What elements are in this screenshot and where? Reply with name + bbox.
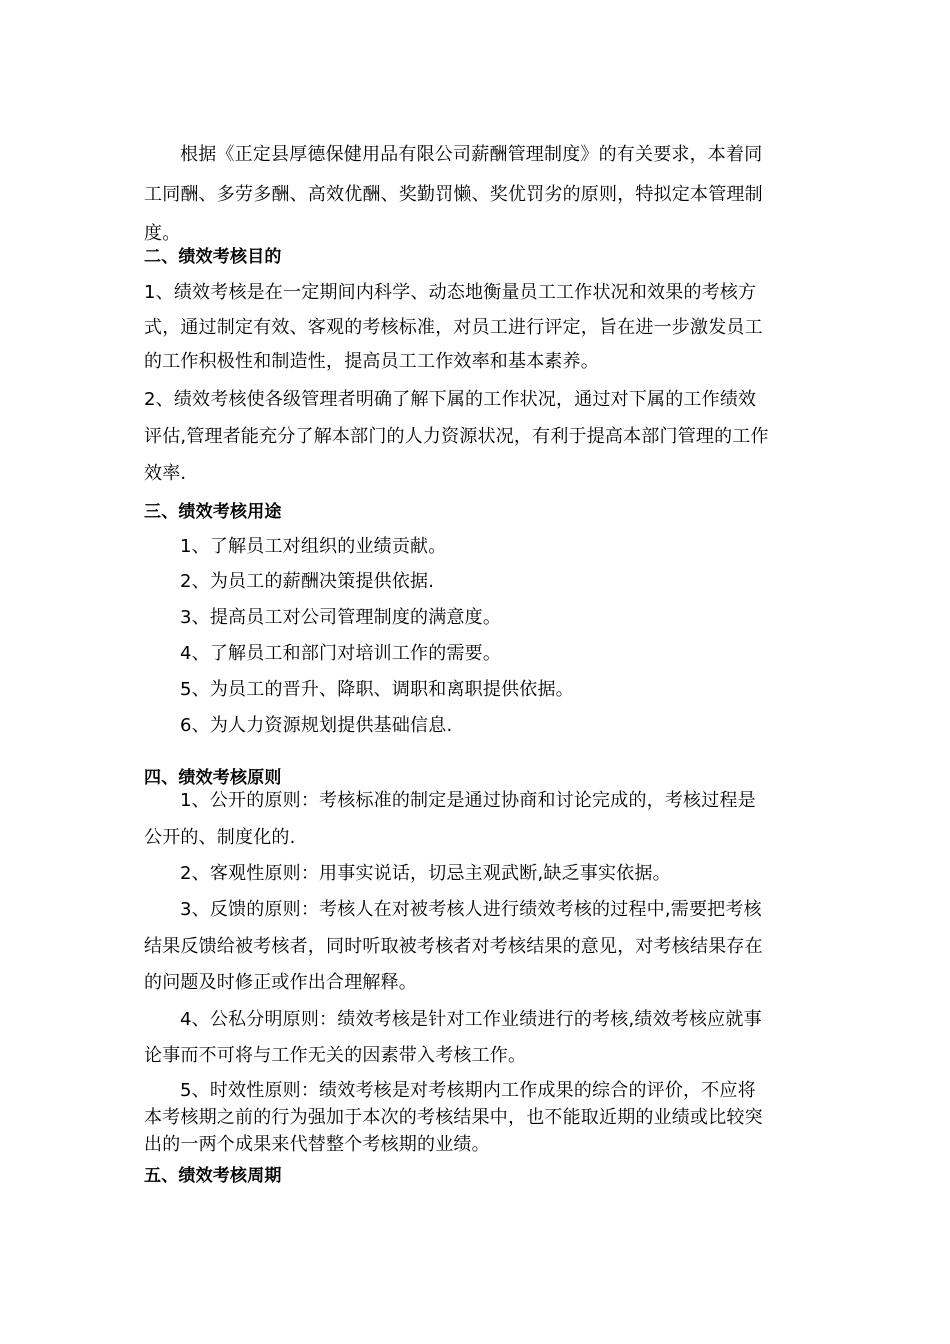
section-3-item-1: 1、了解员工对组织的业绩贡献。 — [180, 536, 447, 557]
section-2-p1-line-1: 1、绩效考核是在一定期间内科学、动态地衡量员工工作状况和效果的考核方 — [144, 282, 757, 303]
section-4-p4-line-2: 论事而不可将与工作无关的因素带入考核工作。 — [144, 1045, 527, 1066]
intro-line-1: 根据《正定县厚德保健用品有限公司薪酬管理制度》的有关要求，本着同 — [180, 144, 763, 165]
section-4-heading: 四、绩效考核原则 — [144, 768, 282, 788]
section-2-p2-line-3: 效率. — [144, 463, 187, 484]
section-3-item-4: 4、了解员工和部门对培训工作的需要。 — [180, 643, 502, 664]
section-4-p3-line-3: 的问题及时修正或作出合理解释。 — [144, 972, 417, 993]
section-3-item-5: 5、为员工的晋升、降职、调职和离职提供依据。 — [180, 679, 574, 700]
section-4-p5-line-2: 本考核期之前的行为强加于本次的考核结果中，也不能取近期的业绩或比较突 — [144, 1107, 763, 1128]
section-2-p2-line-2: 评估,管理者能充分了解本部门的人力资源状况，有利于提高本部门管理的工作 — [144, 426, 769, 447]
section-2-p2-line-1: 2、绩效考核使各级管理者明确了解下属的工作状况，通过对下属的工作绩效 — [144, 389, 757, 410]
intro-line-2: 工同酬、多劳多酬、高效优酬、奖勤罚懒、奖优罚劣的原则，特拟定本管理制 — [144, 184, 763, 205]
section-4-p1-line-1: 1、公开的原则：考核标准的制定是通过协商和讨论完成的，考核过程是 — [180, 790, 756, 811]
section-4-p4-line-1: 4、公私分明原则：绩效考核是针对工作业绩进行的考核,绩效考核应就事 — [180, 1009, 762, 1030]
section-4-p5-line-1: 5、时效性原则：绩效考核是对考核期内工作成果的综合的评价，不应将 — [180, 1080, 756, 1101]
section-4-p2-line-1: 2、客观性原则：用事实说话，切忌主观武断,缺乏事实依据。 — [180, 863, 671, 884]
section-4-p3-line-1: 3、反馈的原则：考核人在对被考核人进行绩效考核的过程中,需要把考核 — [180, 899, 762, 920]
section-4-p1-line-2: 公开的、制度化的. — [144, 827, 296, 848]
intro-line-3: 度。 — [144, 223, 181, 244]
section-3-item-6: 6、为人力资源规划提供基础信息. — [180, 715, 453, 736]
section-3-item-2: 2、为员工的薪酬决策提供依据. — [180, 571, 435, 592]
section-2-heading: 二、绩效考核目的 — [144, 247, 282, 267]
section-4-p3-line-2: 结果反馈给被考核者，同时听取被考核者对考核结果的意见，对考核结果存在 — [144, 936, 763, 957]
section-2-p1-line-3: 的工作积极性和制造性，提高员工工作效率和基本素养。 — [144, 351, 599, 372]
section-5-heading: 五、绩效考核周期 — [144, 1166, 282, 1186]
section-4-p5-line-3: 出的一两个成果来代替整个考核期的业绩。 — [144, 1134, 490, 1155]
section-3-item-3: 3、提高员工对公司管理制度的满意度。 — [180, 607, 502, 628]
section-2-p1-line-2: 式，通过制定有效、客观的考核标准，对员工进行评定，旨在进一步激发员工 — [144, 317, 763, 338]
section-3-heading: 三、绩效考核用途 — [144, 502, 282, 522]
